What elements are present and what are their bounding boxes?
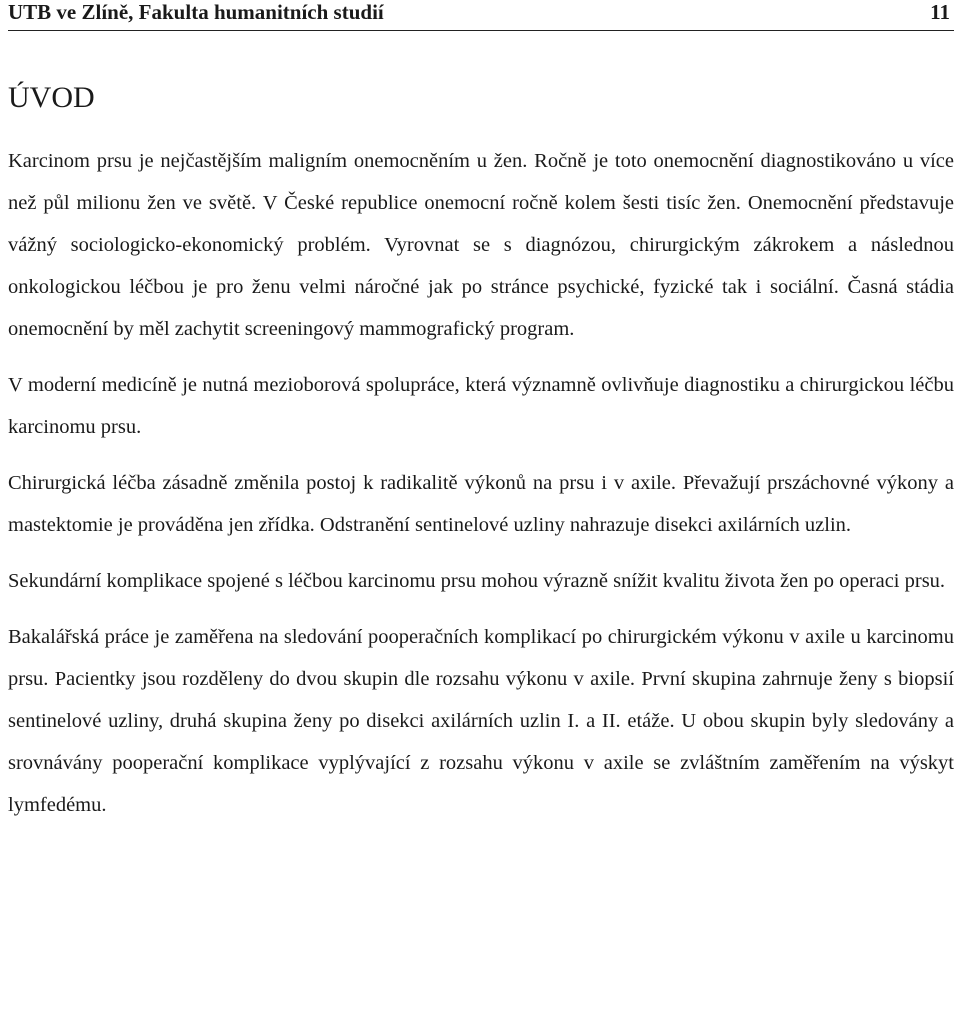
paragraph-4: Sekundární komplikace spojené s léčbou karcinomu prsu mohou výrazně snížit kvalitu života žen po operaci prsu.	[8, 570, 946, 592]
page-number: 11	[930, 0, 950, 24]
paragraph-2: V moderní medicíně je nutná mezioborová spolupráce, která významně ovlivňuje diagnostiku a chirurgickou léčbu karcinomu prsu.	[8, 374, 954, 438]
paragraph-3: Chirurgická léčba zásadně změnila postoj k radikalitě výkonů na prsu i v axile. Převažují prszáchovné výkony a mastektomie je prováděna jen zřídka. Odstranění sentinelové uzliny nahrazuje disekci axilárních uzlin.	[8, 472, 954, 536]
paragraph-5: Bakalářská práce je zaměřena na sledování pooperačních komplikací po chirurgickém výkonu v axile u karcinomu prsu. Pacientky jsou rozděleny do dvou skupin dle rozsahu výkonu v axile. První skupina zahrnuje ženy s biopsií sentinelové uzliny, druhá skupina ženy po disekci axilárních uzlin I. a II. etáže. U obou skupin byly sledovány a srovnávány pooperační komplikace vyplývající z rozsahu výkonu v axile se zvláštním zaměřením na výskyt lymfedému.	[8, 626, 954, 816]
chapter-title: ÚVOD	[8, 81, 95, 114]
paragraph-1: Karcinom prsu je nejčastějším maligním onemocněním u žen. Ročně je toto onemocnění diagnostikováno u více než půl milionu žen ve světě. V České republice onemocní ročně kolem šesti tisíc žen. Onemocnění představuje vážný sociologicko-ekonomický problém. Vyrovnat se s diagnózou, chirurgickým zákrokem a následnou onkologickou léčbou je pro ženu velmi náročné jak po stránce psychické, fyzické tak i sociální. Časná stádia onemocnění by měl zachytit screeningový mammografický program.	[8, 150, 954, 340]
body-text	[8, 140, 954, 840]
running-header	[8, 0, 954, 31]
header-institution: UTB ve Zlíně, Fakulta humanitních studií	[8, 0, 384, 24]
